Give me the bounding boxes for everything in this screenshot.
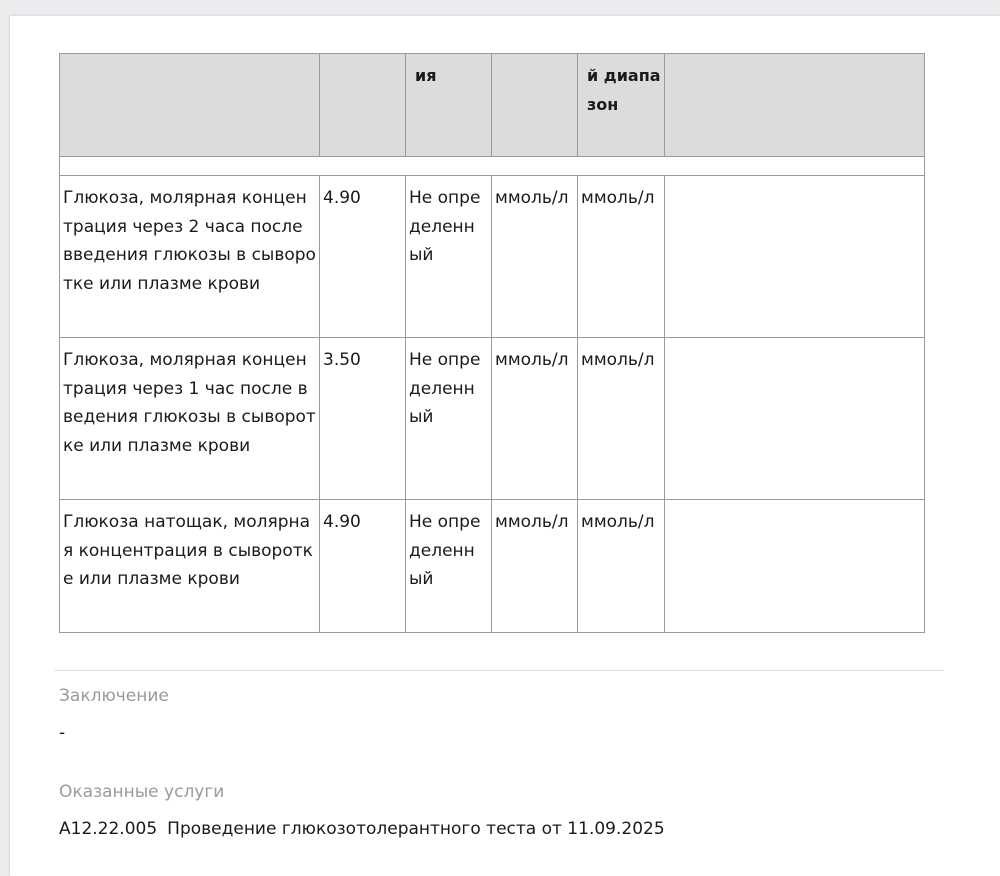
test-name: Глюкоза, молярная концентрация через 2 часа после введения глюкозы в сыворотке или плазме крови bbox=[60, 176, 320, 338]
test-interpretation: Не определенный bbox=[406, 500, 492, 633]
test-result: 3.50 bbox=[320, 338, 406, 500]
test-note bbox=[665, 338, 925, 500]
header-cell: й диапа зон bbox=[578, 54, 665, 157]
test-name: Глюкоза натощак, молярная концентрация в сыворотке или плазме крови bbox=[60, 500, 320, 633]
header-cell bbox=[320, 54, 406, 157]
service-description: Проведение глюкозотолерантного теста от 11.09.2025 bbox=[167, 819, 665, 839]
test-note bbox=[665, 176, 925, 338]
table-row bbox=[60, 176, 925, 338]
conclusion-label: Заключение bbox=[59, 686, 169, 706]
table-row bbox=[60, 338, 925, 500]
test-unit: ммоль/л bbox=[492, 176, 578, 338]
document-page bbox=[10, 16, 1000, 876]
test-ref-range: ммоль/л bbox=[578, 176, 665, 338]
test-interpretation: Не определенный bbox=[406, 338, 492, 500]
section-divider bbox=[54, 670, 944, 671]
test-unit: ммоль/л bbox=[492, 338, 578, 500]
test-ref-range: ммоль/л bbox=[578, 338, 665, 500]
header-cell: ия bbox=[406, 54, 492, 157]
test-result: 4.90 bbox=[320, 176, 406, 338]
results-table bbox=[59, 53, 925, 633]
service-code: A12.22.005 bbox=[59, 819, 158, 839]
test-name: Глюкоза, молярная концентрация через 1 час после введения глюкозы в сыворотке или плазме крови bbox=[60, 338, 320, 500]
header-cell bbox=[492, 54, 578, 157]
header-cell bbox=[665, 54, 925, 157]
header-cell bbox=[60, 54, 320, 157]
table-row bbox=[60, 500, 925, 633]
table-spacer-row bbox=[60, 157, 925, 176]
conclusion-value: - bbox=[59, 723, 66, 743]
test-interpretation: Не определенный bbox=[406, 176, 492, 338]
service-item bbox=[59, 819, 665, 839]
test-ref-range: ммоль/л bbox=[578, 500, 665, 633]
test-unit: ммоль/л bbox=[492, 500, 578, 633]
table-header-row bbox=[60, 54, 925, 157]
test-result: 4.90 bbox=[320, 500, 406, 633]
test-note bbox=[665, 500, 925, 633]
services-label: Оказанные услуги bbox=[59, 782, 225, 802]
